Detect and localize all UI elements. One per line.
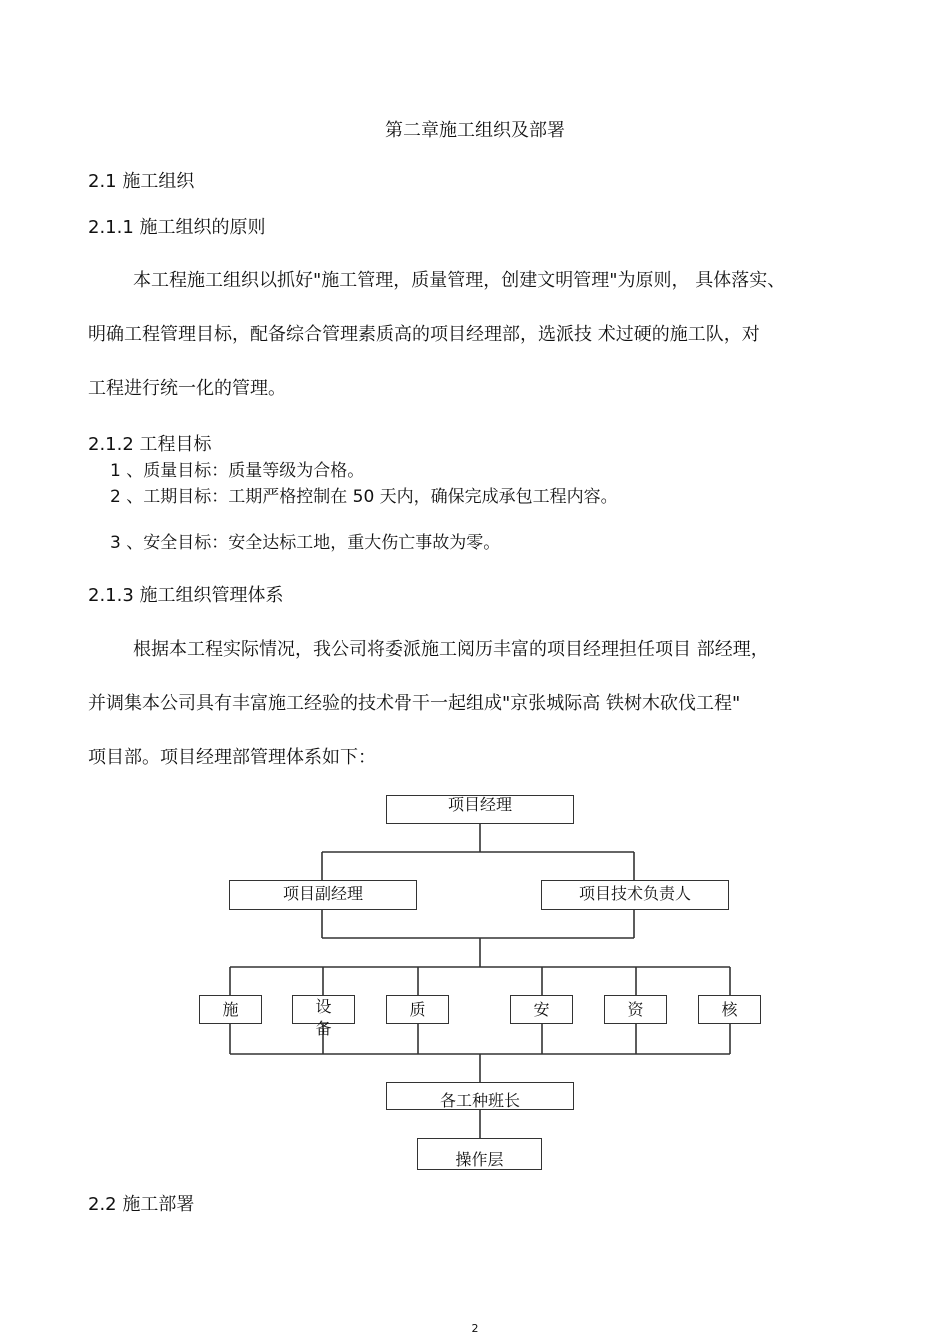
paragraph-system-line-2: 并调集本公司具有丰富施工经验的技术骨干一起组成"京张城际高 铁树木砍伐工程" [88, 693, 741, 714]
org-box-dept-safety: 安 [510, 995, 573, 1024]
section-2-1-3-heading: 2.1.3 施工组织管理体系 [88, 585, 284, 606]
paragraph-principle-line-3: 工程进行统一化的管理。 [88, 378, 286, 399]
goal-safety: 3 、安全目标：安全达标工地，重大伤亡事故为零。 [110, 533, 501, 553]
org-box-operators: 操作层 [417, 1138, 542, 1170]
paragraph-principle-line-2: 明确工程管理目标，配备综合管理素质高的项目经理部，选派技 术过硬的施工队，对 [88, 324, 760, 345]
org-box-project-manager: 项目经理 [386, 795, 574, 824]
paragraph-system-line-3: 项目部。项目经理部管理体系如下： [88, 747, 376, 768]
section-2-1-2-heading: 2.1.2 工程目标 [88, 434, 212, 455]
section-2-1-heading: 2.1 施工组织 [88, 171, 195, 192]
goal-quality: 1 、质量目标：质量等级为合格。 [110, 461, 365, 481]
org-box-deputy-manager: 项目副经理 [229, 880, 417, 910]
org-box-team-leaders: 各工种班长 [386, 1082, 574, 1110]
chapter-title: 第二章施工组织及部署 [385, 120, 565, 141]
paragraph-system-line-1: 根据本工程实际情况，我公司将委派施工阅历丰富的项目经理担任项目 部经理， [133, 639, 769, 660]
org-box-dept-quality: 质 [386, 995, 449, 1024]
org-box-dept-construction: 施 [199, 995, 262, 1024]
section-2-1-1-heading: 2.1.1 施工组织的原则 [88, 217, 266, 238]
goal-schedule: 2 、工期目标：工期严格控制在 50 天内，确保完成承包工程内容。 [110, 487, 618, 507]
org-box-dept-documents: 资 [604, 995, 667, 1024]
org-box-technical-lead: 项目技术负责人 [541, 880, 729, 910]
page-number: 2 [471, 1322, 479, 1335]
org-chart-connectors [0, 780, 950, 1190]
paragraph-principle-line-1: 本工程施工组织以抓好"施工管理，质量管理，创建文明管理"为原则， 具体落实、 [133, 270, 786, 291]
org-box-dept-accounting: 核 [698, 995, 761, 1024]
org-box-dept-equipment: 设 备 [292, 995, 355, 1024]
org-chart [0, 780, 950, 1190]
section-2-2-heading: 2.2 施工部署 [88, 1194, 195, 1215]
